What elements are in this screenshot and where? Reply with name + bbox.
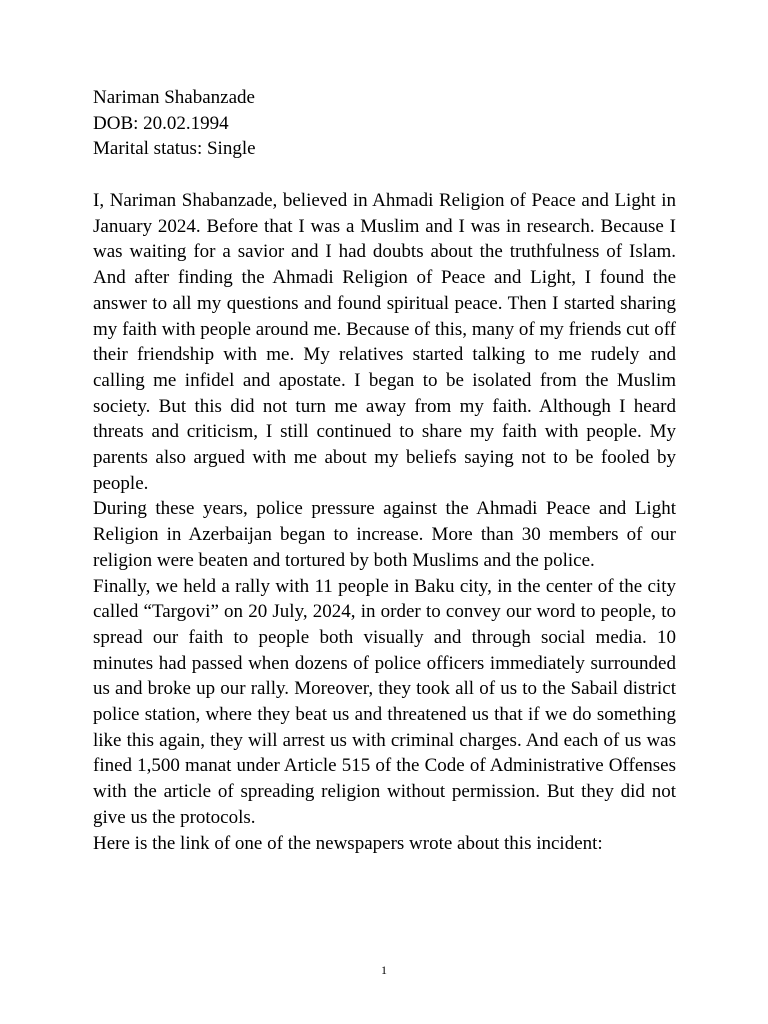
paragraph-police-pressure: During these years, police pressure against the Ahmadi Peace and Light Religion in Azerbaijan began to increase. More than 30 members of our religion were beaten and tortured by both Muslims and the police. — [93, 498, 676, 571]
paragraph-rally-incident: Finally, we held a rally with 11 people in Baku city, in the center of the city called “Targovi” on 20 July, 2024, in order to convey our word to people, to spread our faith to people both visually and through social media. 10 minutes had passed when dozens of police officers immediately surrounded us and broke up our rally. Moreover, they took all of us to the Sabail district police station, where they beat us and threatened us that if we do something like this again, they will arrest us with criminal charges. And each of us was fined 1,500 manat under Article 515 of the Code of Administrative Offenses with the article of spreading religion without permission. But they did not give us the protocols. — [93, 575, 676, 828]
personal-info-header — [93, 85, 693, 162]
paragraph-faith-story: I, Nariman Shabanzade, believed in Ahmadi Religion of Peace and Light in January 2024. Before that I was a Muslim and I was in research. Because I was waiting for a savior and I had doubts about the truthfulness of Islam. And after finding the Ahmadi Religion of Peace and Light, I found the answer to all my questions and found spiritual peace. Then I started sharing my faith with people around me. Because of this, many of my friends cut off their friendship with me. My relatives started talking to me rudely and calling me infidel and apostate. I began to be isolated from the Muslim society. But this did not turn me away from my faith. Although I heard threats and criticism, I still continued to share my faith with people. My parents also argued with me about my beliefs saying not to be fooled by people. — [93, 190, 676, 494]
date-of-birth: DOB: 20.02.1994 — [93, 112, 229, 134]
person-name: Nariman Shabanzade — [93, 87, 255, 108]
page-number: 1 — [381, 963, 387, 977]
paragraph-newspaper-link-intro: Here is the link of one of the newspapers wrote about this incident: — [93, 832, 603, 854]
marital-status: Marital status: Single — [93, 138, 256, 160]
document-body — [93, 188, 676, 856]
